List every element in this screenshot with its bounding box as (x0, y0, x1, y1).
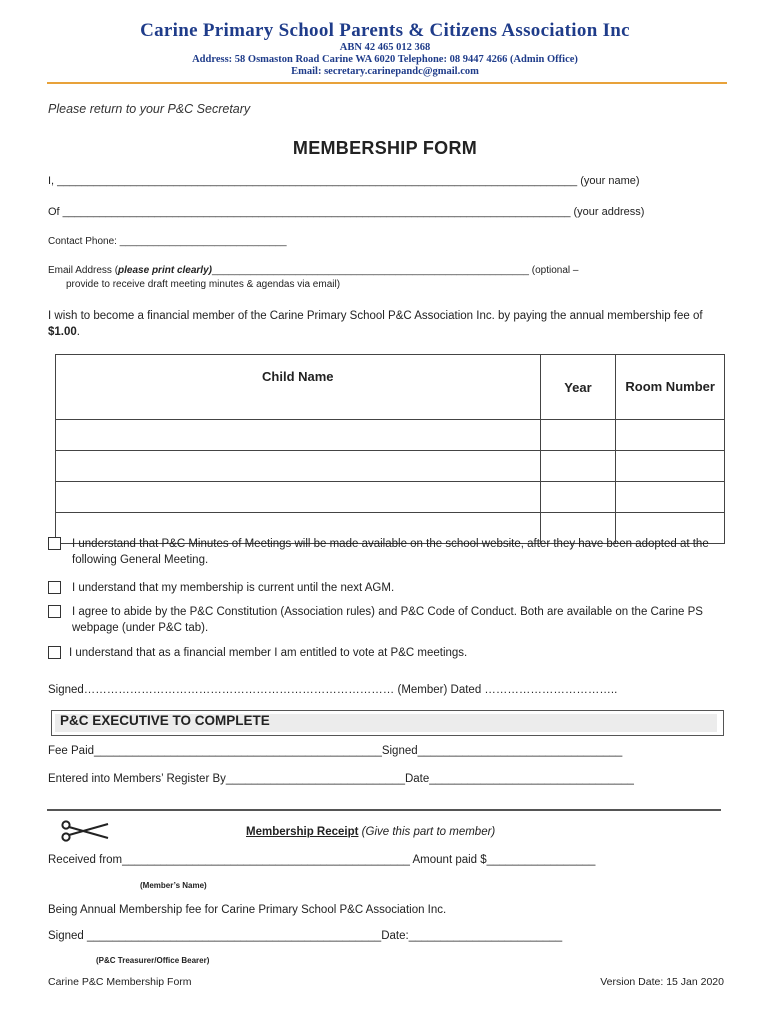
year-cell[interactable] (540, 420, 616, 451)
year-cell[interactable] (540, 451, 616, 482)
fee-statement-text: I wish to become a financial member of the Carine Primary School P&C Association Inc. by paying the annual membership fee of (48, 310, 703, 322)
child-name-cell[interactable] (56, 420, 541, 451)
footer-version-date: Version Date: 15 Jan 2020 (600, 976, 724, 988)
table-row (56, 451, 725, 482)
receipt-signed-field[interactable]: Signed ______________________________________________Date:________________________ (48, 930, 563, 942)
room-cell[interactable] (616, 451, 725, 482)
scissors-icon (60, 820, 110, 842)
email-blank: _________________________________________________________ (optional – (211, 265, 579, 276)
cut-line (47, 809, 721, 811)
receipt-title: Membership Receipt (246, 826, 359, 838)
checkbox-label: I understand that as a financial member I am entitled to vote at P&C meetings. (69, 647, 468, 659)
form-title: MEMBERSHIP FORM (292, 138, 478, 158)
received-from-field[interactable]: Received from_____________________________________________ Amount paid $_________________ (48, 854, 596, 866)
checkbox-label: I understand that my membership is current until the next AGM. (72, 582, 395, 594)
signature-line[interactable]: Signed……………………………………………………………………… (Member) Dated …………………………….. (48, 684, 618, 696)
room-cell[interactable] (616, 482, 725, 513)
table-row (56, 482, 725, 513)
fee-period: . (76, 326, 80, 338)
email-note: provide to receive draft meeting minutes & agendas via email) (66, 279, 341, 290)
fee-paid-field[interactable]: Fee Paid_____________________________________________Signed________________________________ (48, 745, 623, 757)
room-cell[interactable] (616, 420, 725, 451)
checkbox-constitution[interactable] (48, 605, 61, 618)
receipt-title-note: (Give this part to member) (358, 826, 496, 838)
agreement-voting (48, 645, 728, 663)
child-name-header: Child Name (56, 355, 541, 420)
email-label: Email Address ( (48, 265, 119, 276)
checkbox-label: I understand that P&C Minutes of Meetings will be made available on the school website, after they have been adopted at the following General Meeting. (72, 538, 709, 566)
agreement-constitution (48, 604, 728, 638)
receipt-statement: Being Annual Membership fee for Carine Primary School P&C Association Inc. (48, 904, 447, 916)
email-field[interactable] (48, 265, 578, 276)
year-header: Year (540, 355, 616, 420)
year-cell[interactable] (540, 482, 616, 513)
footer-form-name: Carine P&C Membership Form (48, 976, 192, 988)
register-field[interactable]: Entered into Members’ Register By____________________________Date________________________________ (48, 773, 634, 785)
executive-heading: P&C EXECUTIVE TO COMPLETE (60, 713, 270, 728)
child-name-cell[interactable] (56, 451, 541, 482)
address-field[interactable]: Of ___________________________________________________________________________________ (your address) (48, 206, 645, 218)
children-table (55, 354, 725, 544)
table-row (56, 420, 725, 451)
table-header-row (56, 355, 725, 420)
agreement-membership-term (48, 580, 728, 598)
abn: ABN 42 465 012 368 (339, 42, 431, 53)
members-name-caption: (Member’s Name) (140, 881, 207, 890)
treasurer-caption: (P&C Treasurer/Office Bearer) (96, 956, 210, 965)
email-contact: Email: secretary.carinepandc@gmail.com (291, 66, 479, 77)
organisation-name: Carine Primary School Parents & Citizens Association Inc (140, 20, 630, 41)
checkbox-voting[interactable] (48, 646, 61, 659)
header-divider (47, 82, 727, 84)
room-number-header: Room Number (616, 355, 725, 420)
receipt-title-row (246, 826, 495, 838)
email-emphasis: please print clearly) (118, 265, 212, 276)
fee-statement (48, 308, 708, 340)
return-note: Please return to your P&C Secretary (48, 102, 251, 116)
checkbox-minutes[interactable] (48, 537, 61, 550)
address-telephone: Address: 58 Osmaston Road Carine WA 6020 Telephone: 08 9447 4266 (Admin Office) (192, 54, 578, 65)
agreement-minutes (48, 536, 728, 570)
checkbox-label: I agree to abide by the P&C Constitution (Association rules) and P&C Code of Conduct. Both are available on the Carine PS webpage (under P&C tab). (72, 606, 703, 634)
child-name-cell[interactable] (56, 482, 541, 513)
executive-section-box (51, 710, 724, 736)
phone-field[interactable]: Contact Phone: ______________________________ (48, 236, 287, 247)
fee-amount: $1.00 (48, 326, 77, 338)
checkbox-membership-term[interactable] (48, 581, 61, 594)
name-field[interactable]: I, _____________________________________________________________________________________ (your name) (48, 175, 640, 187)
